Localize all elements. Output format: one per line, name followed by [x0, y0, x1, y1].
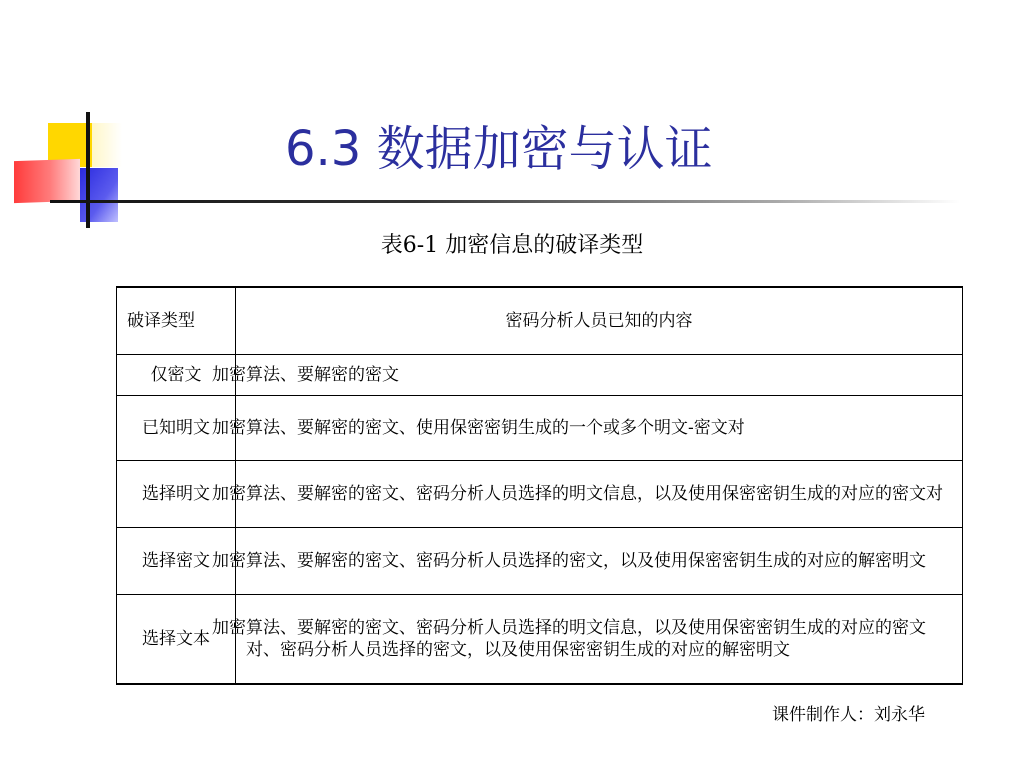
decorative-logo [0, 0, 160, 240]
known-content-cell: 加密算法、要解密的密文 [236, 355, 963, 396]
table-row [117, 528, 963, 595]
title-underline-rule [50, 200, 960, 203]
header-attack-type: 破译类型 [117, 287, 236, 355]
vertical-rule [86, 112, 90, 228]
header-known-content: 密码分析人员已知的内容 [236, 287, 963, 355]
cipher-attack-table [116, 286, 963, 685]
attack-type-cell: 选择密文 [117, 528, 236, 595]
table-header-row [117, 287, 963, 355]
known-content-cell: 加密算法、要解密的密文、使用保密密钥生成的一个或多个明文-密文对 [236, 396, 963, 461]
table-row [117, 355, 963, 396]
table-row [117, 396, 963, 461]
known-content-cell: 加密算法、要解密的密文、密码分析人员选择的密文，以及使用保密密钥生成的对应的解密明文 [236, 528, 963, 595]
yellow-fade-shape [92, 123, 122, 167]
attack-type-cell: 选择明文 [117, 461, 236, 528]
table-caption: 表6-1 加密信息的破译类型 [380, 233, 644, 258]
attack-type-cell: 选择文本 [117, 595, 236, 685]
slide-title: 6.3 数据加密与认证 [285, 121, 713, 177]
red-square-shape [14, 159, 80, 203]
author-credit: 课件制作人：刘永华 [772, 705, 925, 725]
known-content-cell: 加密算法、要解密的密文、密码分析人员选择的明文信息，以及使用保密密钥生成的对应的密文对、密码分析人员选择的密文，以及使用保密密钥生成的对应的解密明文 [236, 595, 963, 685]
known-content-cell: 加密算法、要解密的密文、密码分析人员选择的明文信息，以及使用保密密钥生成的对应的密文对 [236, 461, 963, 528]
attack-type-cell: 仅密文 [117, 355, 236, 396]
table-row [117, 461, 963, 528]
table-row [117, 595, 963, 685]
attack-type-cell: 已知明文 [117, 396, 236, 461]
